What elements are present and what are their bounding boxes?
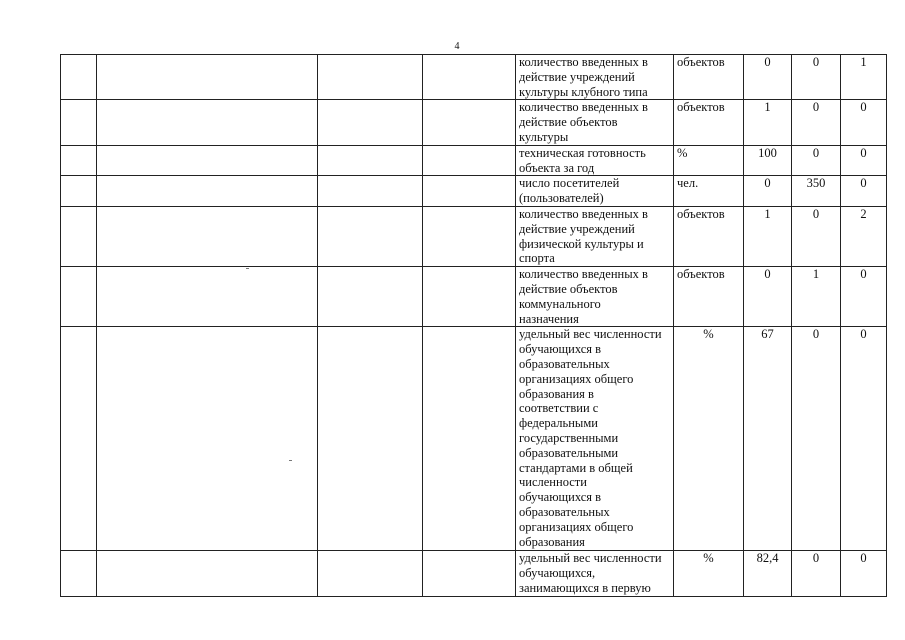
unit-cell: объектов — [674, 206, 744, 266]
value-cell-2: 0 — [792, 327, 841, 551]
table-row — [61, 267, 887, 327]
indicator-line: культуры клубного типа — [519, 84, 648, 99]
indicator-line: (пользователей) — [519, 191, 604, 206]
value-cell-2: 350 — [792, 176, 841, 207]
indicator-line: образования — [519, 534, 585, 549]
table-row — [61, 100, 887, 145]
indicator-cell — [516, 145, 674, 176]
unit-cell: % — [674, 551, 744, 596]
indicator-line: техническая готовность — [519, 145, 646, 160]
scan-speck — [289, 460, 292, 461]
scan-speck — [246, 268, 249, 269]
indicator-line: занимающихся в первую — [519, 580, 651, 595]
empty-col-executor — [318, 206, 423, 266]
empty-col-term — [423, 145, 516, 176]
indicator-line: количество введенных в — [519, 100, 648, 115]
empty-col-term — [423, 55, 516, 100]
empty-col-term — [423, 267, 516, 327]
indicator-cell — [516, 267, 674, 327]
empty-col-number — [61, 267, 97, 327]
empty-col-executor — [318, 145, 423, 176]
indicator-line: численности — [519, 475, 587, 490]
unit-cell: % — [674, 145, 744, 176]
indicator-cell — [516, 206, 674, 266]
value-cell-1: 1 — [744, 100, 792, 145]
indicator-line: назначения — [519, 311, 579, 326]
indicator-line: количество введенных в — [519, 267, 648, 282]
indicators-table — [60, 54, 887, 597]
value-cell-2: 0 — [792, 551, 841, 596]
indicator-line: коммунального — [519, 296, 601, 311]
indicator-line: действие учреждений — [519, 69, 635, 84]
empty-col-number — [61, 327, 97, 551]
empty-col-activity — [97, 55, 318, 100]
value-cell-3: 0 — [841, 145, 887, 176]
value-cell-2: 0 — [792, 55, 841, 100]
unit-cell: объектов — [674, 55, 744, 100]
table-row — [61, 206, 887, 266]
table-row — [61, 551, 887, 596]
empty-col-activity — [97, 206, 318, 266]
indicator-line: федеральными — [519, 416, 598, 431]
value-cell-3: 0 — [841, 100, 887, 145]
indicator-line: физической культуры и — [519, 236, 644, 251]
value-cell-1: 0 — [744, 55, 792, 100]
empty-col-activity — [97, 327, 318, 551]
empty-col-activity — [97, 267, 318, 327]
page-number: 4 — [454, 41, 460, 52]
empty-col-executor — [318, 267, 423, 327]
value-cell-1: 67 — [744, 327, 792, 551]
value-cell-2: 0 — [792, 206, 841, 266]
value-cell-1: 0 — [744, 176, 792, 207]
indicator-cell — [516, 327, 674, 551]
value-cell-3: 2 — [841, 206, 887, 266]
indicator-line: образовательными — [519, 445, 619, 460]
indicator-line: государственными — [519, 430, 619, 445]
unit-cell: объектов — [674, 100, 744, 145]
empty-col-term — [423, 327, 516, 551]
table-row — [61, 145, 887, 176]
indicator-cell — [516, 100, 674, 145]
empty-col-activity — [97, 551, 318, 596]
empty-col-activity — [97, 100, 318, 145]
indicator-line: количество введенных в — [519, 55, 648, 69]
indicator-line: число посетителей — [519, 176, 620, 191]
indicator-line: действие объектов — [519, 115, 618, 130]
indicator-line: удельный вес численности — [519, 551, 662, 566]
value-cell-1: 1 — [744, 206, 792, 266]
value-cell-1: 0 — [744, 267, 792, 327]
table-body — [61, 55, 887, 597]
empty-col-executor — [318, 55, 423, 100]
table-row — [61, 176, 887, 207]
indicator-line: объекта за год — [519, 160, 595, 175]
indicator-line: обучающихся в — [519, 342, 602, 357]
empty-col-number — [61, 206, 97, 266]
empty-col-executor — [318, 100, 423, 145]
empty-col-term — [423, 551, 516, 596]
indicator-line: действие объектов — [519, 281, 618, 296]
empty-col-number — [61, 55, 97, 100]
indicator-line: образовательных — [519, 504, 610, 519]
value-cell-1: 82,4 — [744, 551, 792, 596]
empty-col-executor — [318, 551, 423, 596]
empty-col-number — [61, 551, 97, 596]
unit-cell: % — [674, 327, 744, 551]
indicator-line: образования в — [519, 386, 594, 401]
indicator-line: культуры — [519, 129, 569, 144]
value-cell-3: 0 — [841, 176, 887, 207]
unit-cell: чел. — [674, 176, 744, 207]
empty-col-number — [61, 145, 97, 176]
empty-col-term — [423, 176, 516, 207]
indicator-cell — [516, 176, 674, 207]
empty-col-executor — [318, 176, 423, 207]
indicator-line: образовательных — [519, 356, 610, 371]
empty-col-activity — [97, 145, 318, 176]
value-cell-3: 0 — [841, 551, 887, 596]
indicator-line: обучающихся в — [519, 490, 602, 505]
table-row — [61, 55, 887, 100]
indicator-cell — [516, 551, 674, 596]
value-cell-3: 1 — [841, 55, 887, 100]
value-cell-2: 1 — [792, 267, 841, 327]
indicator-line: действие учреждений — [519, 221, 635, 236]
indicator-cell — [516, 55, 674, 100]
empty-col-term — [423, 100, 516, 145]
empty-col-number — [61, 100, 97, 145]
indicator-line: удельный вес численности — [519, 327, 662, 342]
indicator-line: количество введенных в — [519, 206, 648, 221]
value-cell-1: 100 — [744, 145, 792, 176]
indicator-line: спорта — [519, 251, 555, 266]
empty-col-executor — [318, 327, 423, 551]
indicator-line: организациях общего — [519, 371, 634, 386]
indicator-line: организациях общего — [519, 519, 634, 534]
indicator-line: обучающихся, — [519, 566, 596, 581]
indicator-line: соответствии с — [519, 401, 599, 416]
indicator-line: стандартами в общей — [519, 460, 633, 475]
empty-col-term — [423, 206, 516, 266]
value-cell-3: 0 — [841, 327, 887, 551]
value-cell-2: 0 — [792, 145, 841, 176]
value-cell-3: 0 — [841, 267, 887, 327]
unit-cell: объектов — [674, 267, 744, 327]
empty-col-number — [61, 176, 97, 207]
table-row — [61, 327, 887, 551]
empty-col-activity — [97, 176, 318, 207]
value-cell-2: 0 — [792, 100, 841, 145]
